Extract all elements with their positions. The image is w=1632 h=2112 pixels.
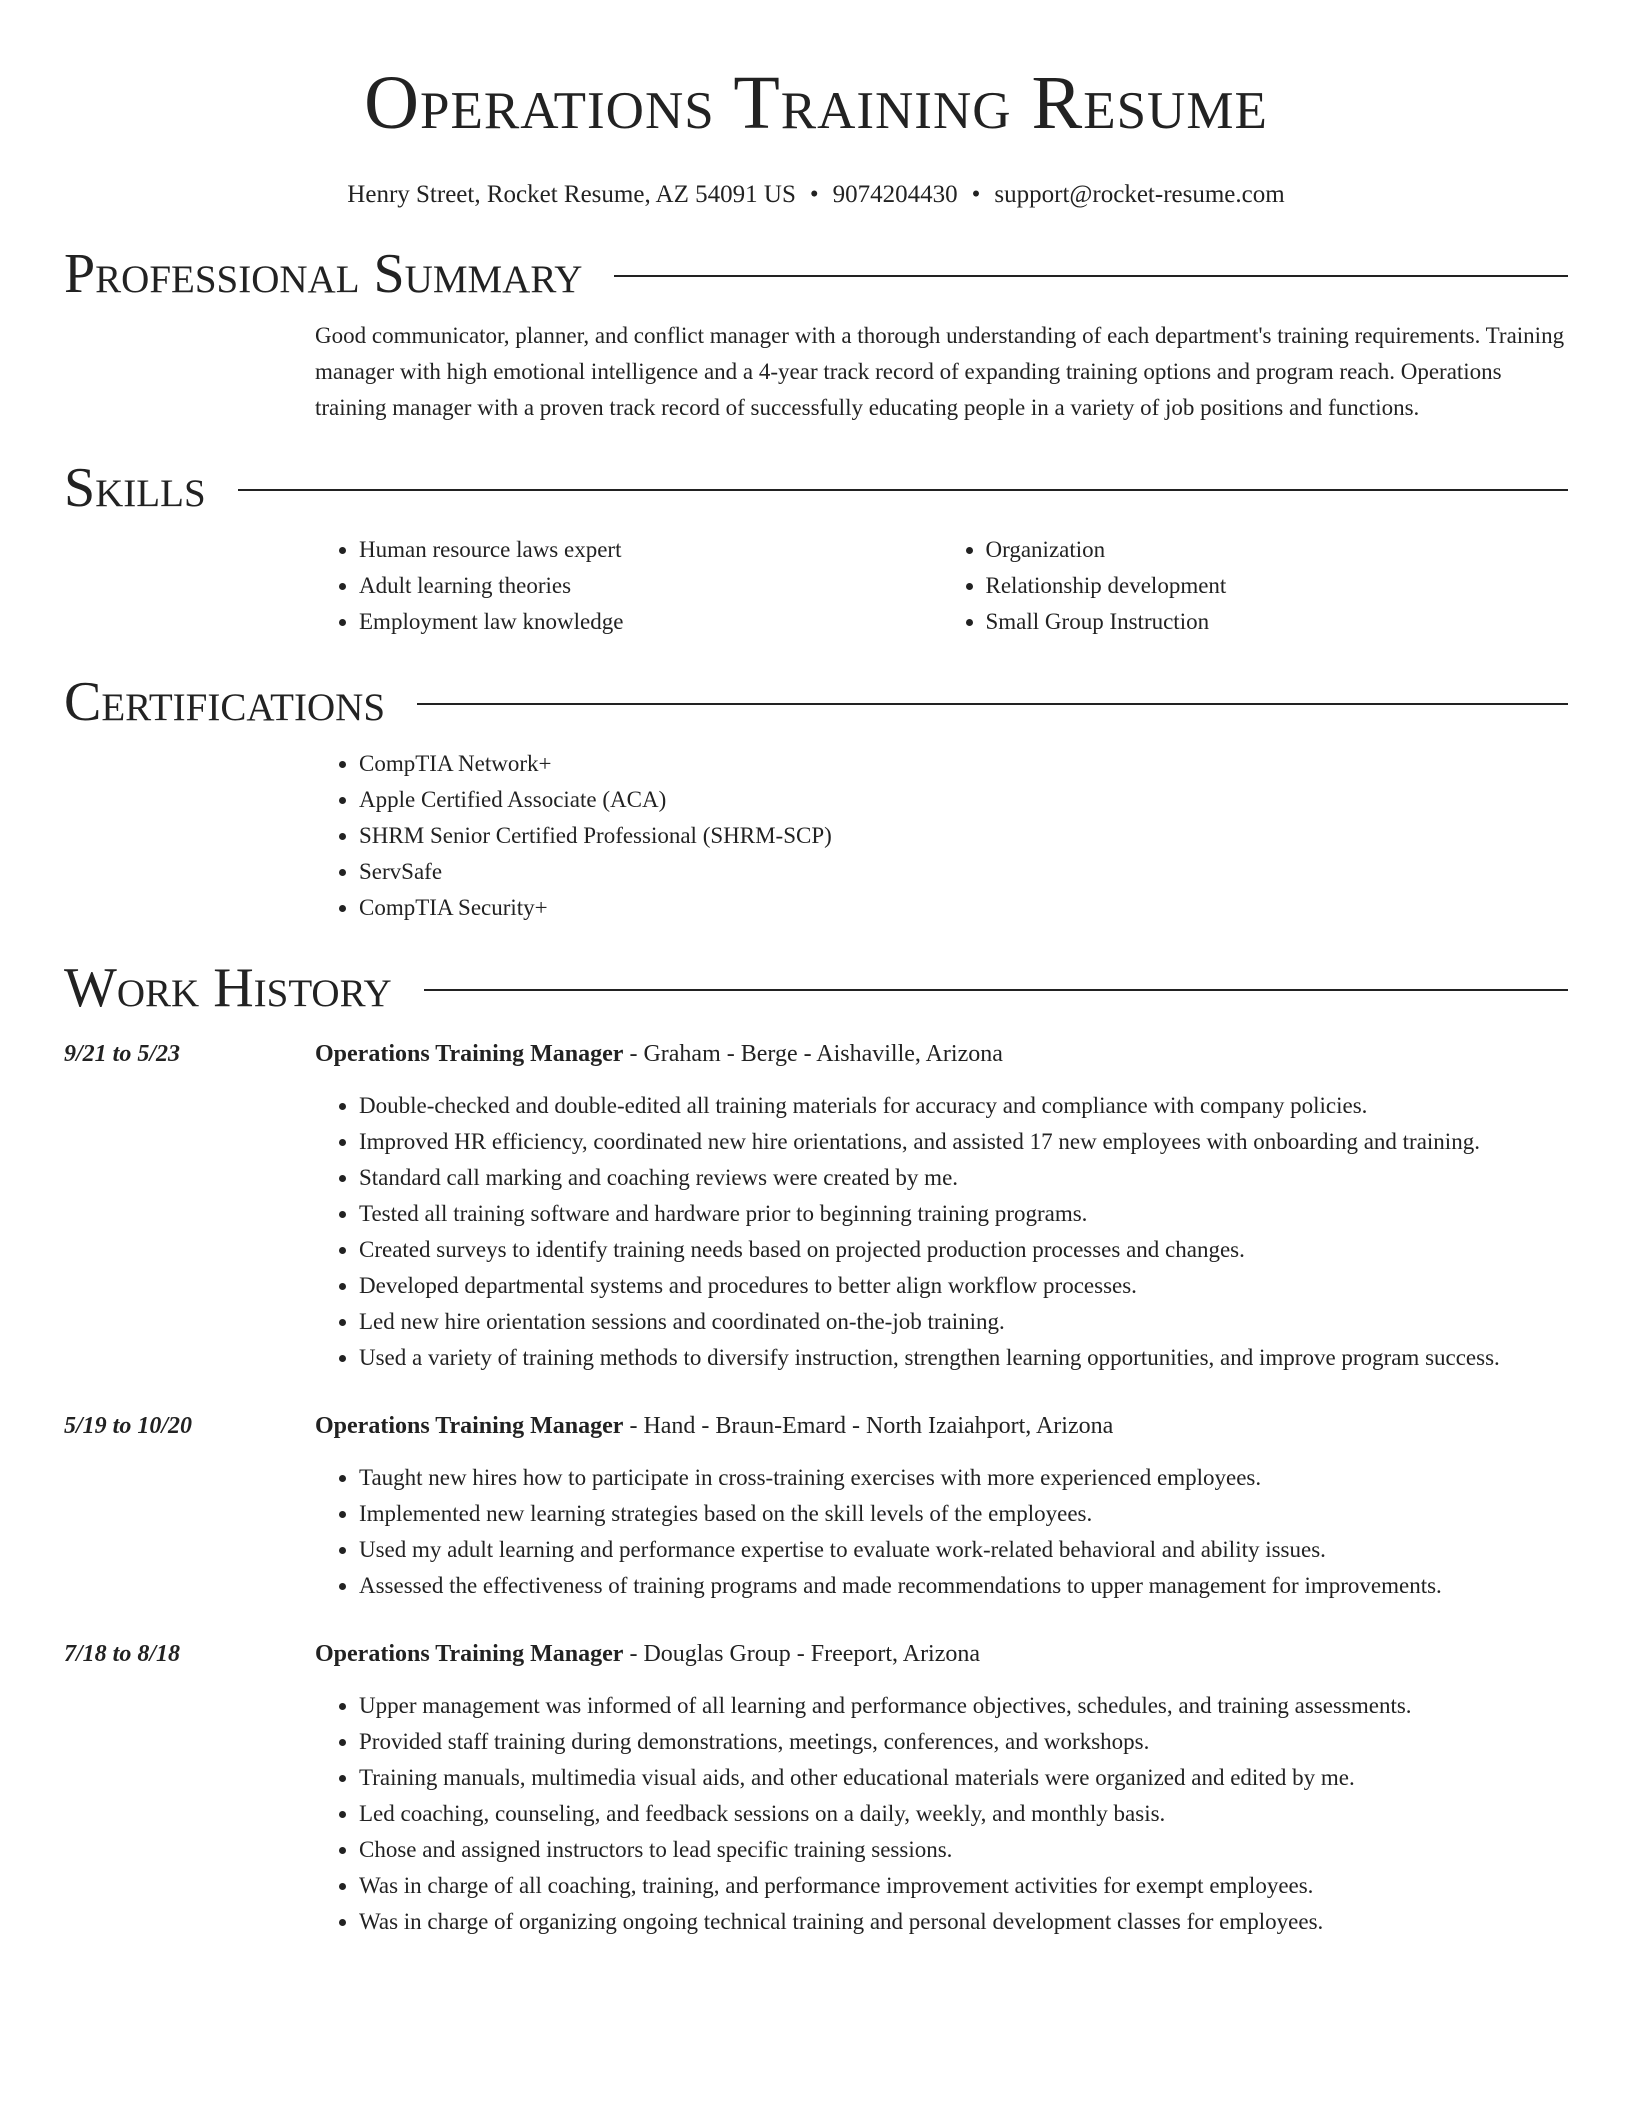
skill-item: • Adult learning theories: [359, 568, 942, 604]
section-divider: [424, 989, 1568, 991]
skill-item: • Small Group Instruction: [986, 604, 1569, 640]
certifications-section-header: [64, 670, 1568, 734]
certification-item: • Apple Certified Associate (ACA): [359, 782, 1568, 818]
job-dates: 5/19 to 10/20: [64, 1413, 193, 1439]
job-bullet: • Implemented new learning strategies based on the skill levels of the employees.: [359, 1496, 1568, 1532]
job-bullet: • Upper management was informed of all learning and performance objectives, schedules, and training assessments.: [359, 1688, 1568, 1724]
skill-item: • Human resource laws expert: [359, 532, 942, 568]
job-bullet: • Created surveys to identify training needs based on projected production processes and changes.: [359, 1232, 1568, 1268]
job-heading: [315, 1036, 1003, 1072]
certification-item: • CompTIA Network+: [359, 746, 1568, 782]
job-entry: [64, 1636, 1568, 1940]
job-dates: 9/21 to 5/23: [64, 1041, 181, 1067]
summary-heading: Professional Summary: [64, 243, 583, 305]
contact-address: Henry Street, Rocket Resume, AZ 54091 US: [347, 181, 796, 208]
job-employer: - Graham - Berge - Aishaville, Arizona: [623, 1041, 1003, 1067]
job-bullet: • Used my adult learning and performance expertise to evaluate work-related behavioral and ability issues.: [359, 1532, 1568, 1568]
section-divider: [614, 275, 1568, 277]
contact-line: [64, 178, 1568, 212]
job-employer: - Douglas Group - Freeport, Arizona: [623, 1641, 981, 1667]
job-bullet: • Taught new hires how to participate in cross-training exercises with more experienced employees.: [359, 1460, 1568, 1496]
job-bullet: • Led new hire orientation sessions and coordinated on-the-job training.: [359, 1304, 1568, 1340]
skill-item: • Organization: [986, 532, 1569, 568]
skills-column-left: [315, 532, 942, 640]
certifications-list: [315, 746, 1568, 926]
work-history-section-header: [64, 956, 1568, 1020]
skills-section-header: [64, 456, 1568, 520]
skill-item: • Relationship development: [986, 568, 1569, 604]
job-employer: - Hand - Braun-Emard - North Izaiahport, Arizona: [623, 1413, 1114, 1439]
job-entry: [64, 1408, 1568, 1604]
job-title: Operations Training Manager: [315, 1413, 624, 1439]
summary-section-header: [64, 242, 1568, 306]
job-bullet: • Double-checked and double-edited all training materials for accuracy and compliance with company policies.: [359, 1088, 1568, 1124]
certification-item: • ServSafe: [359, 854, 1568, 890]
skills-list: [315, 532, 1568, 640]
contact-separator: •: [809, 181, 819, 208]
job-bullets: [315, 1088, 1568, 1376]
contact-separator: •: [971, 181, 981, 208]
job-bullet: • Led coaching, counseling, and feedback sessions on a daily, weekly, and monthly basis.: [359, 1796, 1568, 1832]
job-heading: [315, 1636, 980, 1672]
job-entry: [64, 1036, 1568, 1376]
job-bullets: [315, 1460, 1568, 1604]
skills-column-right: [942, 532, 1569, 640]
job-header: [64, 1636, 1568, 1672]
certifications-heading: Certifications: [64, 671, 386, 733]
job-header: [64, 1408, 1568, 1444]
job-bullet: • Used a variety of training methods to diversify instruction, strengthen learning opportunities, and improve program success.: [359, 1340, 1568, 1376]
job-heading: [315, 1408, 1113, 1444]
job-title: Operations Training Manager: [315, 1041, 624, 1067]
job-bullet: • Provided staff training during demonstrations, meetings, conferences, and workshops.: [359, 1724, 1568, 1760]
job-dates: 7/18 to 8/18: [64, 1641, 181, 1667]
job-bullet: • Improved HR efficiency, coordinated new hire orientations, and assisted 17 new employees with onboarding and training.: [359, 1124, 1568, 1160]
job-bullet: • Was in charge of all coaching, training, and performance improvement activities for exempt employees.: [359, 1868, 1568, 1904]
job-bullet: • Chose and assigned instructors to lead specific training sessions.: [359, 1832, 1568, 1868]
resume-title: Operations Training Resume: [364, 61, 1268, 145]
work-history-heading: Work History: [64, 957, 392, 1019]
job-title: Operations Training Manager: [315, 1641, 624, 1667]
job-bullet: • Standard call marking and coaching reviews were created by me.: [359, 1160, 1568, 1196]
job-bullet: • Was in charge of organizing ongoing technical training and personal development classes for employees.: [359, 1904, 1568, 1940]
contact-phone: 9074204430: [832, 181, 958, 208]
skill-item: • Employment law knowledge: [359, 604, 942, 640]
job-bullet: • Tested all training software and hardware prior to beginning training programs.: [359, 1196, 1568, 1232]
job-bullet: • Assessed the effectiveness of training programs and made recommendations to upper management for improvements.: [359, 1568, 1568, 1604]
summary-text: Good communicator, planner, and conflict manager with a thorough understanding of each department's training requirements. Training manager with high emotional intelligence and a 4-year track record of expanding training options and program reach. Operations training manager with a proven track record of successfully educating people in a variety of job positions and functions.: [315, 323, 1565, 420]
job-bullets: [315, 1688, 1568, 1940]
job-bullet: • Developed departmental systems and procedures to better align workflow processes.: [359, 1268, 1568, 1304]
certification-item: • CompTIA Security+: [359, 890, 1568, 926]
contact-email: support@rocket-resume.com: [994, 181, 1285, 208]
certification-item: • SHRM Senior Certified Professional (SHRM-SCP): [359, 818, 1568, 854]
job-bullet: • Training manuals, multimedia visual aids, and other educational materials were organized and edited by me.: [359, 1760, 1568, 1796]
section-divider: [238, 489, 1568, 491]
skills-heading: Skills: [64, 457, 206, 519]
section-divider: [417, 703, 1568, 705]
job-header: [64, 1036, 1568, 1072]
